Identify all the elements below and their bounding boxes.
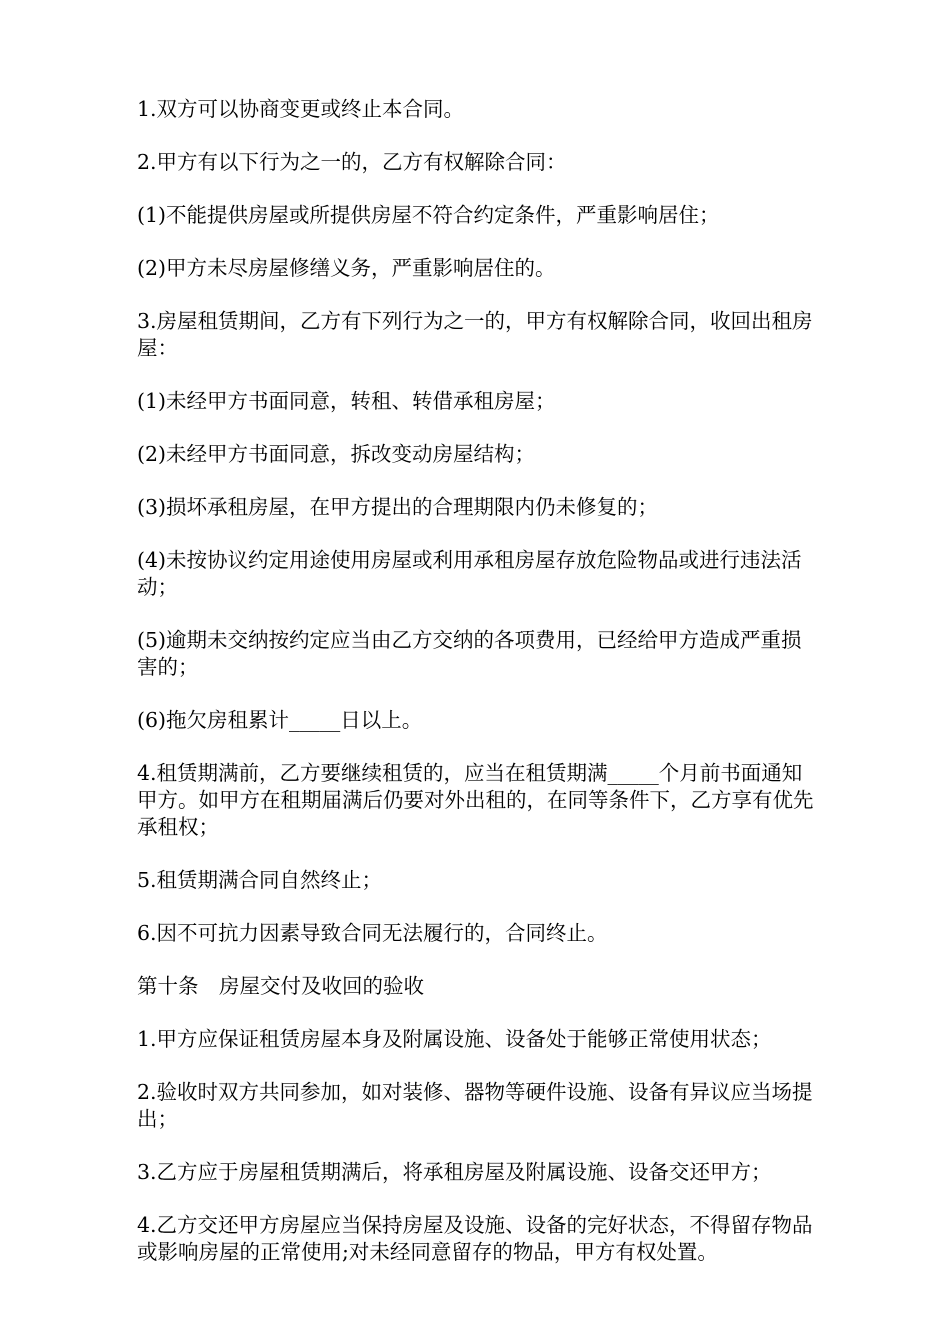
paragraph-3: (1)不能提供房屋或所提供房屋不符合约定条件，严重影响居住； xyxy=(137,203,720,227)
document-page xyxy=(137,96,817,1292)
paragraph-13: 5.租赁期满合同自然终止； xyxy=(137,868,383,892)
paragraph-17: 2.验收时双方共同参加，如对装修、器物等硬件设施、设备有异议应当场提出； xyxy=(137,1080,813,1131)
paragraph-7: (2)未经甲方书面同意，拆改变动房屋结构； xyxy=(137,442,536,466)
paragraph-16: 1.甲方应保证租赁房屋本身及附属设施、设备处于能够正常使用状态； xyxy=(137,1027,772,1051)
paragraph-14: 6.因不可抗力因素导致合同无法履行的，合同终止。 xyxy=(137,921,608,945)
paragraph-1: 1.双方可以协商变更或终止本合同。 xyxy=(137,97,465,121)
paragraph-2: 2.甲方有以下行为之一的，乙方有权解除合同： xyxy=(137,150,567,174)
paragraph-8: (3)损坏承租房屋，在甲方提出的合理期限内仍未修复的； xyxy=(137,495,659,519)
paragraph-12: 4.租赁期满前，乙方要继续租赁的，应当在租赁期满_____个月前书面通知甲方。如甲方在租期届满后仍要对外出租的，在同等条件下，乙方享有优先承租权； xyxy=(137,761,814,839)
section-heading: 第十条 房屋交付及收回的验收 xyxy=(137,974,424,998)
paragraph-10: (5)逾期未交纳按约定应当由乙方交纳的各项费用，已经给甲方造成严重损害的； xyxy=(137,628,802,679)
paragraph-4: (2)甲方未尽房屋修缮义务，严重影响居住的。 xyxy=(137,256,556,280)
paragraph-6: (1)未经甲方书面同意，转租、转借承租房屋； xyxy=(137,389,556,413)
paragraph-11: (6)拖欠房租累计_____日以上。 xyxy=(137,708,423,732)
paragraph-5: 3.房屋租赁期间，乙方有下列行为之一的，甲方有权解除合同，收回出租房屋： xyxy=(137,309,813,360)
paragraph-19: 4.乙方交还甲方房屋应当保持房屋及设施、设备的完好状态，不得留存物品或影响房屋的正常使用;对未经同意留存的物品，甲方有权处置。 xyxy=(137,1213,813,1264)
paragraph-9: (4)未按协议约定用途使用房屋或利用承租房屋存放危险物品或进行违法活动； xyxy=(137,548,802,599)
paragraph-18: 3.乙方应于房屋租赁期满后，将承租房屋及附属设施、设备交还甲方； xyxy=(137,1160,772,1184)
